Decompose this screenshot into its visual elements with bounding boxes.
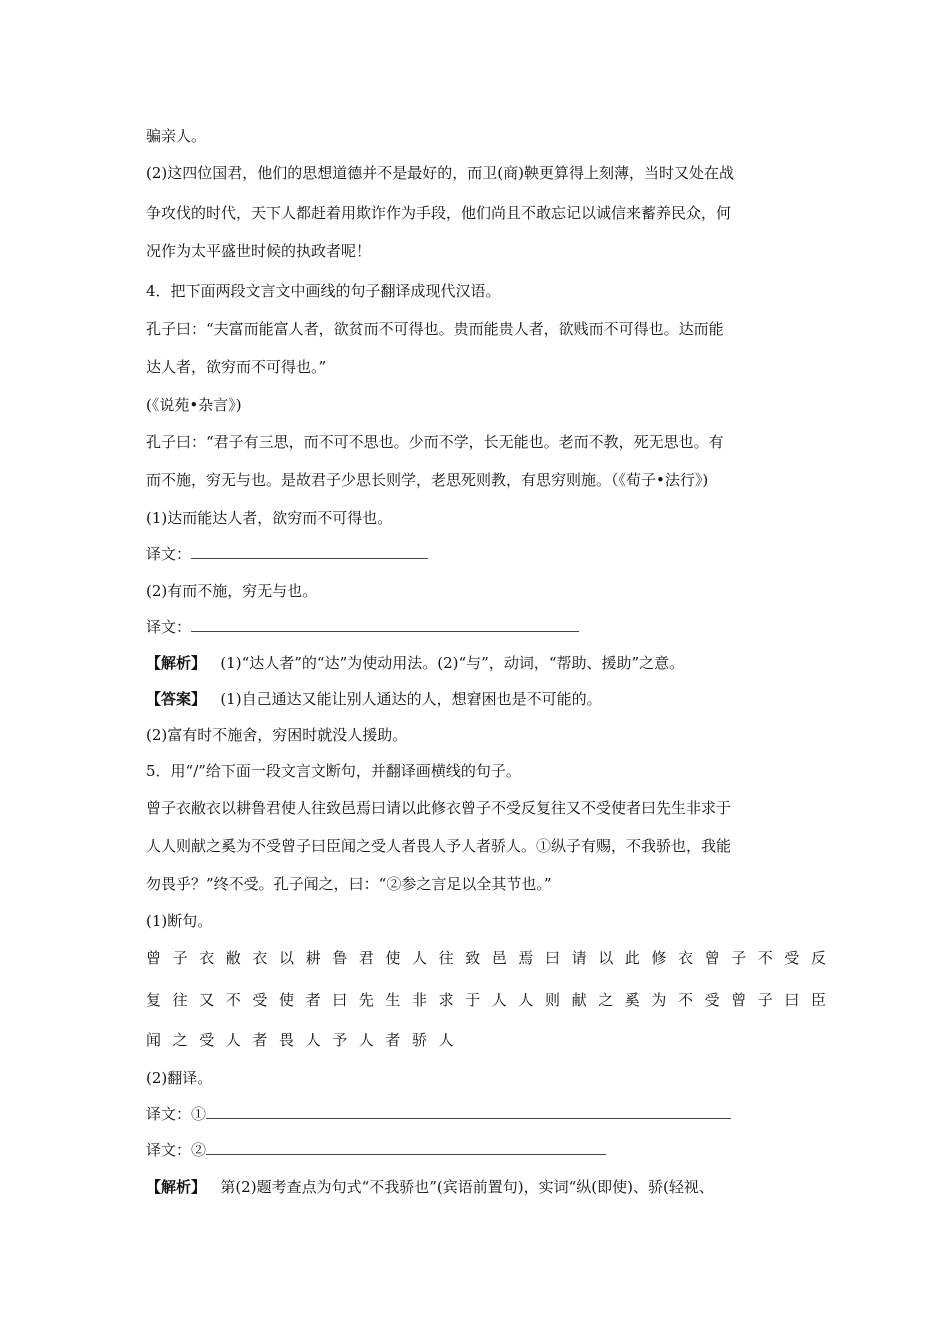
question-heading: 4．把下面两段文言文中画线的句子翻译成现代汉语。 [146, 282, 501, 300]
text-line: 孔子曰：“君子有三思，而不可不思也。少而不学，长无能也。老而不教，死无思也。有 [146, 433, 724, 451]
analysis-text: 第(2)题考查点为句式“不我骄也”(宾语前置句)，实词“纵(即使)、骄(轻视、 [220, 1178, 714, 1196]
analysis-tag: 【解析】 [146, 654, 207, 672]
translation-row [146, 617, 579, 637]
text-line: 况作为太平盛世时候的执政者呢！ [146, 242, 372, 260]
text-line: 达人者，欲穷而不可得也。” [146, 358, 327, 376]
translation-label: 译文：② [146, 1141, 207, 1159]
text-line: 勿畏乎？”终不受。孔子闻之，曰：“②参之言足以全其节也。” [146, 875, 552, 893]
translation-label: 译文： [146, 545, 192, 563]
text-line: 而不施，穷无与也。是故君子少思长则学，老思死则教，有思穷则施。（《荀子•法行》) [146, 471, 709, 489]
punctuation-exercise-line: 曾子衣敝衣以耕鲁君使人往致邑焉曰请以此修衣曾子不受反 [146, 949, 838, 967]
sub-question: (2)有而不施，穷无与也。 [146, 582, 318, 600]
answer-blank[interactable] [206, 1140, 606, 1155]
analysis-line [146, 653, 684, 673]
analysis-line [146, 1177, 714, 1197]
sub-question: (1)断句。 [146, 912, 213, 930]
translation-row [146, 1140, 606, 1160]
text-line: 争攻伐的时代，天下人都赶着用欺诈作为手段，他们尚且不敢忘记以诚信来蓄养民众，何 [146, 204, 732, 222]
text-line: (2)这四位国君，他们的思想道德并不是最好的，而卫(商)鞅更算得上刻薄，当时又处在战 [146, 164, 734, 182]
sub-question: (2)翻译。 [146, 1069, 213, 1087]
sub-question: (1)达而能达人者，欲穷而不可得也。 [146, 509, 393, 527]
answer-line [146, 689, 602, 709]
answer-blank[interactable] [191, 617, 579, 632]
text-line: 孔子曰：“夫富而能富人者，欲贫而不可得也。贵而能贵人者，欲贱而不可得也。达而能 [146, 320, 724, 338]
translation-row [146, 1104, 731, 1124]
answer-text: (1)自己通达又能让别人通达的人，想窘困也是不可能的。 [220, 690, 602, 708]
translation-row [146, 544, 428, 564]
answer-tag: 【答案】 [146, 690, 207, 708]
source-citation: (《说苑•杂言》) [146, 396, 242, 414]
analysis-tag: 【解析】 [146, 1178, 207, 1196]
punctuation-exercise-line: 复往又不受使者曰先生非求于人人则献之奚为不受曾子曰臣 [146, 991, 838, 1009]
text-line: 曾子衣敝衣以耕鲁君使人往致邑焉曰请以此修衣曾子不受反复往又不受使者曰先生非求于 [146, 799, 732, 817]
text-line: (2)富有时不施舍，穷困时就没人援助。 [146, 726, 408, 744]
question-heading: 5．用“/”给下面一段文言文断句，并翻译画横线的句子。 [146, 762, 521, 780]
punctuation-exercise-line: 闻之受人者畏人予人者骄人 [146, 1031, 466, 1049]
analysis-text: (1)“达人者”的“达”为使动用法。(2)“与”，动词，“帮助、援助”之意。 [220, 654, 685, 672]
answer-blank[interactable] [191, 544, 428, 559]
translation-label: 译文： [146, 618, 192, 636]
text-line: 人人则献之奚为不受曾子曰臣闻之受人者畏人予人者骄人。①纵子有赐，不我骄也，我能 [146, 837, 732, 855]
answer-blank[interactable] [206, 1104, 731, 1119]
translation-label: 译文：① [146, 1105, 207, 1123]
text-line: 骗亲人。 [146, 127, 207, 145]
